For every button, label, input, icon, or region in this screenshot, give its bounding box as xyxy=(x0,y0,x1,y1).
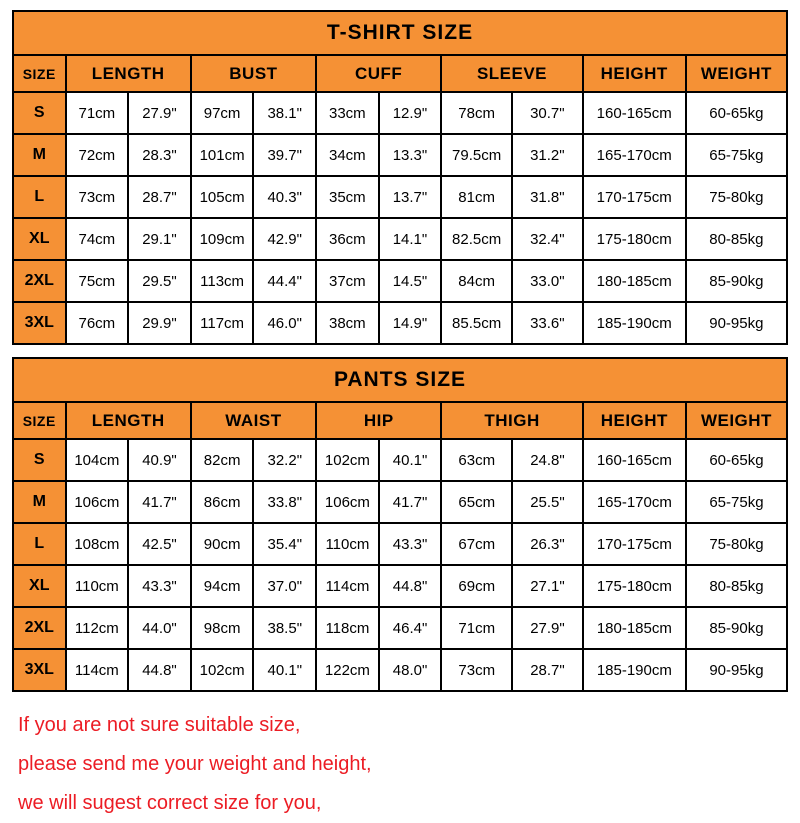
tshirt-bust-cm: 101cm xyxy=(191,134,254,176)
pants-hip-in: 46.4" xyxy=(379,607,442,649)
pants-waist-cm: 86cm xyxy=(191,481,254,523)
pants-hip-in: 40.1" xyxy=(379,439,442,481)
tshirt-cuff-in: 13.7" xyxy=(379,176,442,218)
pants-title-row xyxy=(13,358,787,402)
pants-header-waist: WAIST xyxy=(191,402,316,439)
tshirt-weight: 80-85kg xyxy=(686,218,787,260)
tshirt-header-size: SIZE xyxy=(13,55,66,92)
pants-hip-in: 43.3" xyxy=(379,523,442,565)
pants-header-size: SIZE xyxy=(13,402,66,439)
tshirt-height: 175-180cm xyxy=(583,218,686,260)
tshirt-header-sleeve: SLEEVE xyxy=(441,55,582,92)
tshirt-height: 185-190cm xyxy=(583,302,686,344)
tshirt-sleeve-cm: 81cm xyxy=(441,176,512,218)
pants-waist-in: 35.4" xyxy=(253,523,316,565)
tshirt-length-cm: 76cm xyxy=(66,302,129,344)
pants-waist-cm: 94cm xyxy=(191,565,254,607)
pants-header-length: LENGTH xyxy=(66,402,191,439)
pants-weight: 75-80kg xyxy=(686,523,787,565)
tshirt-bust-in: 39.7" xyxy=(253,134,316,176)
pants-hip-cm: 114cm xyxy=(316,565,379,607)
pants-thigh-in: 27.9" xyxy=(512,607,583,649)
table-row xyxy=(13,92,787,134)
pants-hip-in: 41.7" xyxy=(379,481,442,523)
tshirt-header-height: HEIGHT xyxy=(583,55,686,92)
tshirt-length-in: 28.7" xyxy=(128,176,191,218)
tshirt-bust-in: 38.1" xyxy=(253,92,316,134)
tshirt-sleeve-in: 31.8" xyxy=(512,176,583,218)
tshirt-cuff-in: 12.9" xyxy=(379,92,442,134)
pants-header-hip: HIP xyxy=(316,402,441,439)
tshirt-weight: 65-75kg xyxy=(686,134,787,176)
tshirt-header-bust: BUST xyxy=(191,55,316,92)
pants-thigh-in: 24.8" xyxy=(512,439,583,481)
tshirt-cuff-cm: 33cm xyxy=(316,92,379,134)
tshirt-sleeve-in: 33.0" xyxy=(512,260,583,302)
tshirt-row-size: L xyxy=(13,176,66,218)
pants-height: 165-170cm xyxy=(583,481,686,523)
table-row xyxy=(13,607,787,649)
tshirt-size-table xyxy=(12,10,788,345)
tshirt-weight: 60-65kg xyxy=(686,92,787,134)
pants-weight: 65-75kg xyxy=(686,481,787,523)
tshirt-sleeve-in: 33.6" xyxy=(512,302,583,344)
pants-header-height: HEIGHT xyxy=(583,402,686,439)
tshirt-sleeve-in: 31.2" xyxy=(512,134,583,176)
tshirt-cuff-cm: 34cm xyxy=(316,134,379,176)
pants-length-in: 41.7" xyxy=(128,481,191,523)
tshirt-weight: 75-80kg xyxy=(686,176,787,218)
tshirt-row-size: 2XL xyxy=(13,260,66,302)
pants-height: 170-175cm xyxy=(583,523,686,565)
pants-waist-cm: 102cm xyxy=(191,649,254,691)
pants-length-cm: 104cm xyxy=(66,439,129,481)
note-line-2: please send me your weight and height, xyxy=(18,753,372,775)
tshirt-bust-cm: 109cm xyxy=(191,218,254,260)
pants-height: 185-190cm xyxy=(583,649,686,691)
tshirt-header-cuff: CUFF xyxy=(316,55,441,92)
tshirt-sleeve-cm: 79.5cm xyxy=(441,134,512,176)
note-line-3: we will sugest correct size for you, xyxy=(18,792,322,814)
pants-weight: 90-95kg xyxy=(686,649,787,691)
tshirt-length-cm: 73cm xyxy=(66,176,129,218)
table-row xyxy=(13,260,787,302)
pants-thigh-in: 28.7" xyxy=(512,649,583,691)
tshirt-cuff-cm: 37cm xyxy=(316,260,379,302)
tshirt-bust-in: 42.9" xyxy=(253,218,316,260)
tshirt-bust-cm: 105cm xyxy=(191,176,254,218)
tshirt-sleeve-cm: 85.5cm xyxy=(441,302,512,344)
pants-hip-cm: 122cm xyxy=(316,649,379,691)
pants-length-in: 44.0" xyxy=(128,607,191,649)
pants-waist-in: 32.2" xyxy=(253,439,316,481)
pants-waist-in: 40.1" xyxy=(253,649,316,691)
tshirt-bust-in: 46.0" xyxy=(253,302,316,344)
pants-weight: 60-65kg xyxy=(686,439,787,481)
pants-height: 175-180cm xyxy=(583,565,686,607)
pants-length-cm: 108cm xyxy=(66,523,129,565)
tshirt-header-length: LENGTH xyxy=(66,55,191,92)
tshirt-header-weight: WEIGHT xyxy=(686,55,787,92)
table-row xyxy=(13,649,787,691)
pants-row-size: S xyxy=(13,439,66,481)
pants-hip-in: 48.0" xyxy=(379,649,442,691)
pants-waist-in: 37.0" xyxy=(253,565,316,607)
tshirt-length-in: 28.3" xyxy=(128,134,191,176)
tshirt-height: 160-165cm xyxy=(583,92,686,134)
pants-weight: 80-85kg xyxy=(686,565,787,607)
table-row xyxy=(13,439,787,481)
tshirt-height: 180-185cm xyxy=(583,260,686,302)
pants-hip-in: 44.8" xyxy=(379,565,442,607)
table-row xyxy=(13,523,787,565)
tshirt-length-cm: 71cm xyxy=(66,92,129,134)
pants-row-size: M xyxy=(13,481,66,523)
pants-weight: 85-90kg xyxy=(686,607,787,649)
table-row xyxy=(13,565,787,607)
tshirt-cuff-in: 13.3" xyxy=(379,134,442,176)
pants-row-size: 2XL xyxy=(13,607,66,649)
tshirt-cuff-cm: 35cm xyxy=(316,176,379,218)
tshirt-row-size: XL xyxy=(13,218,66,260)
table-row xyxy=(13,134,787,176)
tshirt-bust-cm: 113cm xyxy=(191,260,254,302)
pants-hip-cm: 106cm xyxy=(316,481,379,523)
pants-length-in: 42.5" xyxy=(128,523,191,565)
tshirt-sleeve-cm: 84cm xyxy=(441,260,512,302)
tshirt-height: 165-170cm xyxy=(583,134,686,176)
pants-header-weight: WEIGHT xyxy=(686,402,787,439)
tshirt-length-cm: 75cm xyxy=(66,260,129,302)
tshirt-bust-cm: 117cm xyxy=(191,302,254,344)
tshirt-header-row xyxy=(13,55,787,92)
tshirt-cuff-in: 14.5" xyxy=(379,260,442,302)
pants-height: 160-165cm xyxy=(583,439,686,481)
pants-row-size: XL xyxy=(13,565,66,607)
table-row xyxy=(13,176,787,218)
pants-thigh-cm: 65cm xyxy=(441,481,512,523)
pants-waist-cm: 90cm xyxy=(191,523,254,565)
size-help-note xyxy=(12,706,788,823)
pants-header-row xyxy=(13,402,787,439)
tshirt-bust-in: 44.4" xyxy=(253,260,316,302)
pants-length-in: 43.3" xyxy=(128,565,191,607)
tshirt-length-cm: 72cm xyxy=(66,134,129,176)
pants-thigh-in: 27.1" xyxy=(512,565,583,607)
tshirt-bust-in: 40.3" xyxy=(253,176,316,218)
tshirt-weight: 85-90kg xyxy=(686,260,787,302)
tshirt-length-in: 27.9" xyxy=(128,92,191,134)
pants-thigh-cm: 73cm xyxy=(441,649,512,691)
pants-waist-in: 33.8" xyxy=(253,481,316,523)
table-row xyxy=(13,481,787,523)
pants-hip-cm: 110cm xyxy=(316,523,379,565)
pants-size-table xyxy=(12,357,788,692)
table-row xyxy=(13,302,787,344)
tshirt-weight: 90-95kg xyxy=(686,302,787,344)
tshirt-sleeve-cm: 78cm xyxy=(441,92,512,134)
tshirt-row-size: 3XL xyxy=(13,302,66,344)
tshirt-length-cm: 74cm xyxy=(66,218,129,260)
pants-length-in: 44.8" xyxy=(128,649,191,691)
tshirt-height: 170-175cm xyxy=(583,176,686,218)
tshirt-sleeve-in: 32.4" xyxy=(512,218,583,260)
tshirt-title-row xyxy=(13,11,787,55)
pants-header-thigh: THIGH xyxy=(441,402,582,439)
tshirt-cuff-cm: 38cm xyxy=(316,302,379,344)
tshirt-sleeve-cm: 82.5cm xyxy=(441,218,512,260)
tshirt-bust-cm: 97cm xyxy=(191,92,254,134)
tshirt-sleeve-in: 30.7" xyxy=(512,92,583,134)
tshirt-row-size: S xyxy=(13,92,66,134)
pants-waist-in: 38.5" xyxy=(253,607,316,649)
pants-thigh-in: 25.5" xyxy=(512,481,583,523)
tshirt-title: T-SHIRT SIZE xyxy=(13,11,787,55)
pants-length-cm: 112cm xyxy=(66,607,129,649)
tshirt-cuff-cm: 36cm xyxy=(316,218,379,260)
pants-height: 180-185cm xyxy=(583,607,686,649)
tshirt-cuff-in: 14.9" xyxy=(379,302,442,344)
pants-length-in: 40.9" xyxy=(128,439,191,481)
table-spacer xyxy=(12,345,788,357)
pants-title: PANTS SIZE xyxy=(13,358,787,402)
tshirt-length-in: 29.1" xyxy=(128,218,191,260)
pants-thigh-cm: 63cm xyxy=(441,439,512,481)
pants-length-cm: 106cm xyxy=(66,481,129,523)
table-row xyxy=(13,218,787,260)
pants-thigh-in: 26.3" xyxy=(512,523,583,565)
tshirt-row-size: M xyxy=(13,134,66,176)
tshirt-cuff-in: 14.1" xyxy=(379,218,442,260)
pants-waist-cm: 82cm xyxy=(191,439,254,481)
pants-thigh-cm: 69cm xyxy=(441,565,512,607)
note-line-1: If you are not sure suitable size, xyxy=(18,714,301,736)
pants-row-size: L xyxy=(13,523,66,565)
pants-row-size: 3XL xyxy=(13,649,66,691)
tshirt-length-in: 29.5" xyxy=(128,260,191,302)
pants-hip-cm: 118cm xyxy=(316,607,379,649)
pants-length-cm: 110cm xyxy=(66,565,129,607)
pants-hip-cm: 102cm xyxy=(316,439,379,481)
pants-waist-cm: 98cm xyxy=(191,607,254,649)
pants-thigh-cm: 67cm xyxy=(441,523,512,565)
tshirt-length-in: 29.9" xyxy=(128,302,191,344)
pants-thigh-cm: 71cm xyxy=(441,607,512,649)
pants-length-cm: 114cm xyxy=(66,649,129,691)
